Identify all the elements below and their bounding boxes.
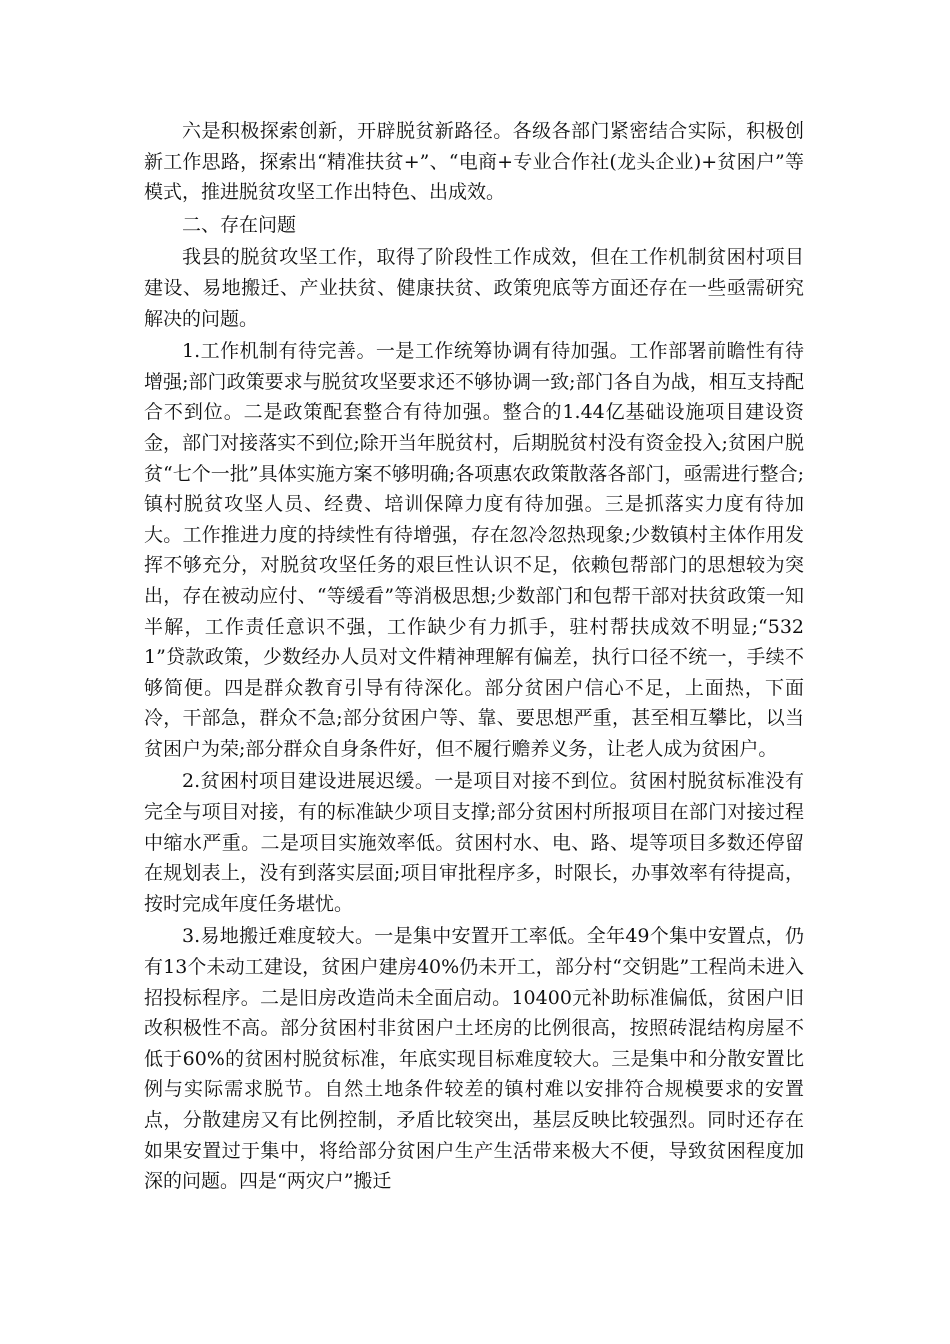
paragraph-village-projects: 2.贫困村项目建设进展迟缓。一是项目对接不到位。贫困村脱贫标准没有完全与项目对接，有的标准缺少项目支撑;部分贫困村所报项目在部门对接过程中缩水严重。二是项目实施效率低。贫困村水、电、路、堤等项目多数还停留在规划表上，没有到落实层面;项目审批程序多，时限长，办事效率有待提高，按时完成年度任务堪忧。: [144, 770, 804, 915]
section-heading-problems: 二、存在问题: [182, 213, 297, 236]
document-body: [144, 116, 804, 1199]
paragraph-problems-intro: 我县的脱贫攻坚工作，取得了阶段性工作成效，但在工作机制贫困村项目建设、易地搬迁、产业扶贫、健康扶贫、政策兜底等方面还存在一些亟需研究解决的问题。: [144, 246, 804, 330]
paragraph-work-mechanism: 1.工作机制有待完善。一是工作统筹协调有待加强。工作部署前瞻性有待增强;部门政策要求与脱贫攻坚要求还不够协调一致;部门各自为战，相互支持配合不到位。二是政策配套整合有待加强。整合的1.44亿基础设施项目建设资金，部门对接落实不到位;除开当年脱贫村，后期脱贫村没有资金投入;贫困户脱贫“七个一批”具体实施方案不够明确;各项惠农政策散落各部门，亟需进行整合;镇村脱贫攻坚人员、经费、培训保障力度有待加强。三是抓落实力度有待加大。工作推进力度的持续性有待增强，存在忽冷忽热现象;少数镇村主体作用发挥不够充分，对脱贫攻坚任务的艰巨性认识不足，依赖包帮部门的思想较为突出，存在被动应付、“等缓看”等消极思想;少数部门和包帮干部对扶贫政策一知半解，工作责任意识不强，工作缺少有力抓手，驻村帮扶成效不明显;“5321”贷款政策，少数经办人员对文件精神理解有偏差，执行口径不统一，手续不够简便。四是群众教育引导有待深化。部分贫困户信心不足，上面热，下面冷，干部急，群众不急;部分贫困户等、靠、要思想严重，甚至相互攀比，以当贫困户为荣;部分群众自身条件好，但不履行赡养义务，让老人成为贫困户。: [144, 340, 804, 760]
paragraph-relocation: 3.易地搬迁难度较大。一是集中安置开工率低。全年49个集中安置点，仍有13个未动工建设，贫困户建房40%仍未开工，部分村“交钥匙”工程尚未进入招投标程序。二是旧房改造尚未全面启动。10400元补助标准偏低，贫困户旧改积极性不高。部分贫困村非贫困户土坯房的比例很高，按照砖混结构房屋不低于60%的贫困村脱贫标准，年底实现目标难度较大。三是集中和分散安置比例与实际需求脱节。自然土地条件较差的镇村难以安排符合规模要求的安置点，分散建房又有比例控制，矛盾比较突出，基层反映比较强烈。同时还存在如果安置过于集中，将给部分贫困户生产生活带来极大不便，导致贫困程度加深的问题。四是“两灾户”搬迁: [144, 925, 804, 1193]
paragraph-innovation: 六是积极探索创新，开辟脱贫新路径。各级各部门紧密结合实际，积极创新工作思路，探索出“精准扶贫+”、“电商+专业合作社(龙头企业)+贫困户”等模式，推进脱贫攻坚工作出特色、出成效。: [144, 120, 804, 204]
